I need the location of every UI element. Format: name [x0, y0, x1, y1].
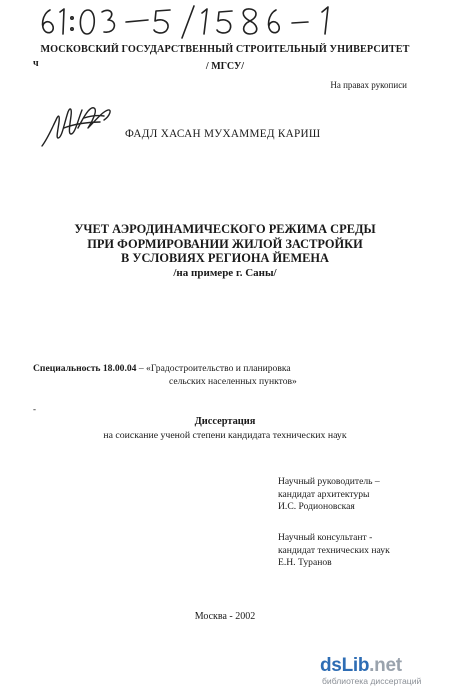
logo-lib: Lib [341, 655, 370, 676]
specialty-name-part-2: сельских населенных пунктов» [169, 376, 297, 387]
dissertation-title [0, 222, 450, 280]
logo-ds: ds [320, 655, 342, 676]
author-signature [38, 98, 120, 154]
specialty-name-part-1: «Градостроительство и планировка [146, 363, 291, 374]
manuscript-rights-note: На правах рукописи [330, 80, 407, 90]
dslib-watermark[interactable] [320, 656, 440, 686]
specialty-dash: – [136, 363, 147, 374]
signature-drawing [38, 98, 120, 154]
specialty-line [33, 363, 291, 374]
logo-net: .net [369, 655, 402, 676]
title-line-1: УЧЕТ АЭРОДИНАМИЧЕСКОГО РЕЖИМА СРЕДЫ [74, 222, 376, 236]
stray-mark: ч [33, 58, 39, 69]
university-name: МОСКОВСКИЙ ГОСУДАРСТВЕННЫЙ СТРОИТЕЛЬНЫЙ УНИВЕРСИТЕТ [40, 44, 410, 55]
handwritten-code-drawing [36, 4, 356, 40]
title-line-4: /на примере г. Саны/ [173, 266, 277, 279]
supervisor-block [278, 476, 380, 514]
consultant-degree: кандидат технических наук [278, 544, 390, 556]
dslib-logo [320, 656, 440, 676]
margin-dash: - [33, 404, 36, 414]
supervisor-name: И.С. Родионовская [278, 501, 355, 513]
title-line-2: ПРИ ФОРМИРОВАНИИ ЖИЛОЙ ЗАСТРОЙКИ [87, 236, 363, 251]
consultant-role: Научный консультант - [278, 532, 373, 543]
author-name: ФАДЛ ХАСАН МУХАММЕД КАРИШ [125, 128, 321, 140]
consultant-block [278, 532, 390, 570]
consultant-name: Е.Н. Туранов [278, 557, 332, 569]
dissertation-degree: на соискание ученой степени кандидата технических наук [103, 430, 347, 441]
handwritten-registration-number [36, 4, 356, 40]
university-abbreviation: / МГСУ/ [205, 61, 245, 72]
dissertation-label: Диссертация [194, 416, 256, 427]
supervisor-degree: кандидат архитектуры [278, 488, 370, 500]
city-year: Москва - 2002 [194, 611, 256, 622]
title-line-3: В УСЛОВИЯХ РЕГИОНА ЙЕМЕНА [121, 251, 329, 266]
specialty-code: Специальность 18.00.04 [33, 363, 137, 374]
supervisor-role: Научный руководитель – [278, 476, 380, 487]
watermark-subtitle: библиотека диссертаций [322, 676, 422, 686]
